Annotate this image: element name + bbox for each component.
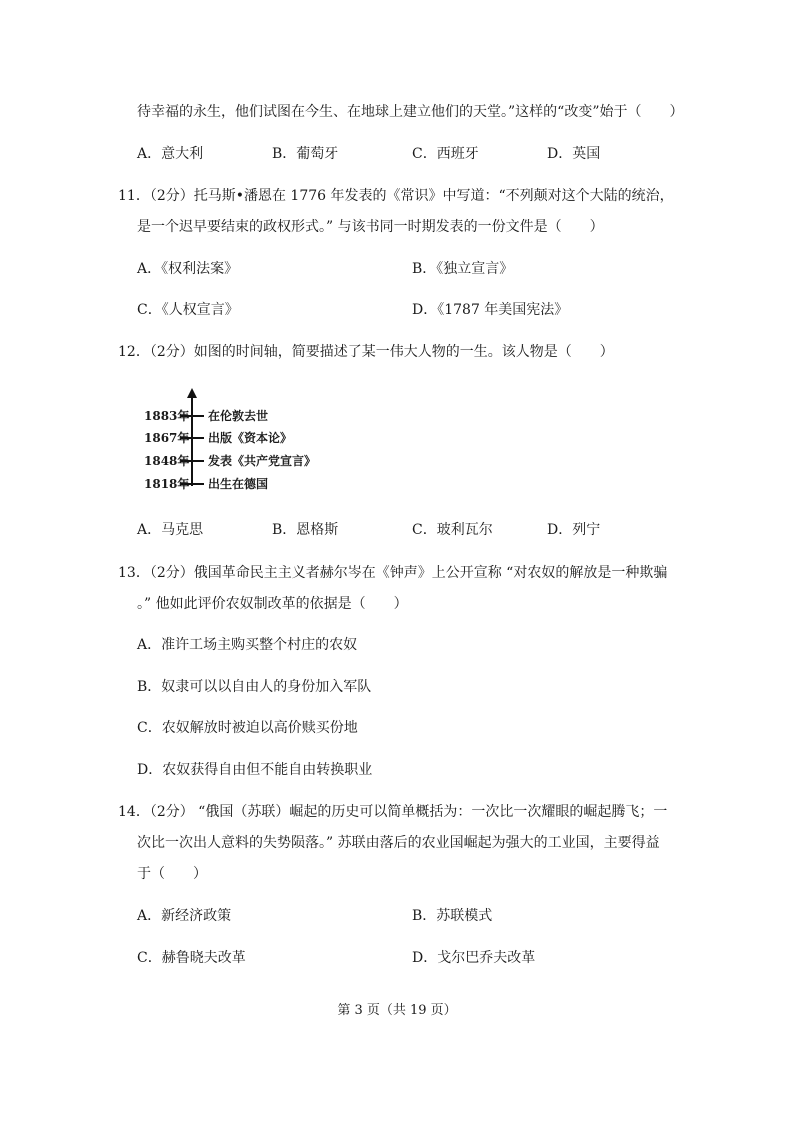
q10-option-d: D．英国 xyxy=(547,146,601,162)
timeline-event: 出版《资本论》 xyxy=(208,431,293,445)
q11-option-c: C．《人权宣言》 xyxy=(137,302,239,318)
timeline-year: 1867年 xyxy=(144,431,190,445)
q11-stem-line-1: 11．（2分）托马斯•潘恩在 1776 年发表的《常识》中写道：“不列颠对这个大陆的统治， xyxy=(118,188,674,204)
q14-stem-line-2: 次比一次出人意料的失势陨落。” 苏联由落后的农业国崛起为强大的工业国，主要得益 xyxy=(137,835,660,851)
q12-option-d: D．列宁 xyxy=(547,522,601,538)
timeline-event: 在伦敦去世 xyxy=(208,409,269,423)
timeline-event: 发表《共产党宣言》 xyxy=(208,454,317,468)
q13-stem-line-2: 。” 他如此评价农奴制改革的依据是（ ） xyxy=(137,596,408,612)
q14-option-d: D．戈尔巴乔夫改革 xyxy=(412,950,536,966)
q12-option-c: C．玻利瓦尔 xyxy=(412,522,493,538)
q10-stem-line: 待幸福的永生，他们试图在今生、在地球上建立他们的天堂。”这样的“改变”始于（ ） xyxy=(137,104,684,120)
timeline-event: 出生在德国 xyxy=(208,477,269,491)
q13-option-a: A．准许工场主购买整个村庄的农奴 xyxy=(137,637,358,653)
q12-stem-line-1: 12．（2分）如图的时间轴，简要描述了某一伟大人物的一生。该人物是（ ） xyxy=(118,344,614,360)
timeline-arrow-icon xyxy=(187,388,197,398)
q10-option-a: A．意大利 xyxy=(137,146,204,162)
q11-option-b: B．《独立宣言》 xyxy=(412,261,514,277)
q12-option-a: A．马克思 xyxy=(137,522,204,538)
q10-option-b: B．葡萄牙 xyxy=(272,146,339,162)
q11-option-a: A．《权利法案》 xyxy=(137,261,239,277)
q13-option-d: D．农奴获得自由但不能自由转换职业 xyxy=(137,762,373,778)
timeline-year: 1883年 xyxy=(144,409,190,423)
q10-option-c: C．西班牙 xyxy=(412,146,479,162)
q13-option-b: B．奴隶可以以自由人的身份加入军队 xyxy=(137,679,372,695)
timeline-figure xyxy=(140,386,340,498)
q14-stem-line-1: 14．（2分） “俄国（苏联）崛起的历史可以简单概括为：一次比一次耀眼的崛起腾飞；一 xyxy=(118,804,668,820)
q13-stem-line-1: 13．（2分）俄国革命民主主义者赫尔岑在《钟声》上公开宣称 “对农奴的解放是一种欺骗 xyxy=(118,565,668,581)
q14-option-a: A．新经济政策 xyxy=(137,908,232,924)
q14-stem-line-3: 于（ ） xyxy=(137,866,207,882)
q12-option-b: B．恩格斯 xyxy=(272,522,339,538)
q11-stem-line-2: 是一个迟早要结束的政权形式。” 与该书同一时期发表的一份文件是（ ） xyxy=(137,219,604,235)
q14-option-c: C．赫鲁晓夫改革 xyxy=(137,950,246,966)
page-footer: 第 3 页（共 19 页） xyxy=(337,1003,457,1018)
timeline-year: 1818年 xyxy=(144,477,190,491)
q13-option-c: C．农奴解放时被迫以高价赎买份地 xyxy=(137,720,358,736)
q14-option-b: B．苏联模式 xyxy=(412,908,493,924)
timeline-year: 1848年 xyxy=(144,454,190,468)
q11-option-d: D．《1787 年美国宪法》 xyxy=(412,302,569,318)
